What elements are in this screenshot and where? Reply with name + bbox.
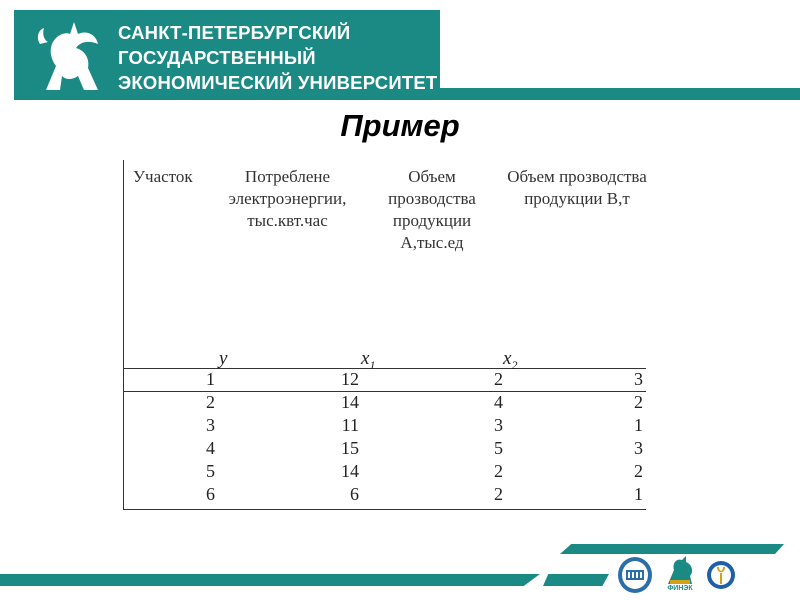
table-left-border (123, 160, 124, 510)
table-cell: 2 (494, 484, 503, 504)
table-cell: 1 (634, 484, 643, 504)
table-cell: 3 (634, 438, 643, 458)
column-header-product-a: Объем прозводства продукции А,тыс.ед (388, 167, 476, 252)
column-header-electricity: Потреблене электроэнергии, тыс.квт.час (228, 167, 347, 230)
finec-caption: ФИНЭК (667, 585, 693, 592)
university-name-line2: ГОСУДАРСТВЕННЫЙ (118, 47, 316, 68)
university-name (118, 20, 437, 95)
table-cell: 2 (634, 392, 643, 412)
finec-emblem (664, 556, 696, 594)
table-cell: 3 (206, 415, 215, 435)
university-name-line1: САНКТ-ПЕТЕРБУРГСКИЙ (118, 22, 351, 43)
table-cell: 12 (341, 369, 359, 389)
table-cell: 11 (341, 415, 359, 435)
table-cell: 1 (634, 415, 643, 435)
footer-stripe-lower (0, 574, 540, 586)
table-cell: 4 (494, 392, 503, 412)
column-header-product-b: Объем прозводства продукции В,т (507, 167, 647, 208)
table-cell: 2 (634, 461, 643, 481)
university-emblem-icon (617, 556, 653, 594)
data-table (123, 160, 646, 510)
finec-emblem-icon (664, 556, 696, 586)
university-name-line3: ЭКОНОМИЧЕСКИЙ УНИВЕРСИТЕТ (118, 72, 438, 93)
variable-y: y (219, 348, 228, 369)
variable-x2: $x_2$ (503, 348, 518, 372)
table-cell: 3 (634, 369, 643, 389)
table-cell: 3 (494, 415, 503, 435)
griffin-logo-icon (26, 14, 116, 96)
table-cell: 1 (206, 369, 215, 389)
page-title: Пример (340, 108, 460, 143)
table-cell: 14 (341, 461, 359, 481)
table-cell: 14 (341, 392, 359, 412)
footer-stripe-upper (560, 544, 784, 554)
header-stripe (440, 88, 800, 100)
table-cell: 4 (206, 438, 215, 458)
table-cell: 6 (206, 484, 215, 504)
table-cell: 2 (494, 369, 503, 389)
table-cell: 2 (206, 392, 215, 412)
column-header-plot: Участок (133, 167, 193, 186)
variable-x1: $x_1$ (361, 348, 376, 372)
table-cell: 5 (494, 438, 503, 458)
table-cell: 6 (350, 484, 359, 504)
institute-emblem-icon (706, 556, 736, 594)
table-cell: 5 (206, 461, 215, 481)
table-bottom-border (123, 509, 646, 510)
table-cell: 2 (494, 461, 503, 481)
table-cell: 15 (341, 438, 359, 458)
footer-stripe-segment (543, 574, 609, 586)
